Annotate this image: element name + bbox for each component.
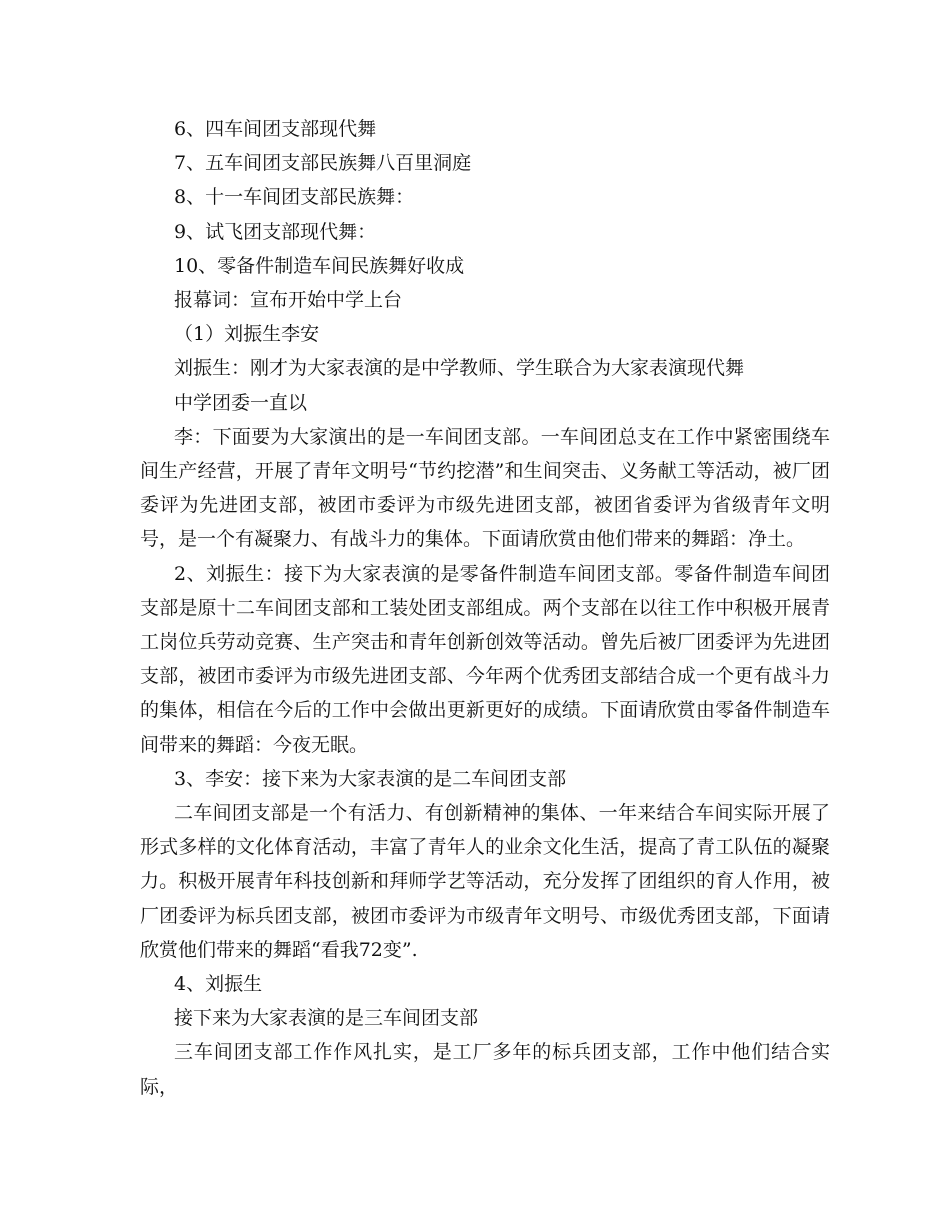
host-line-4-intro: 接下来为大家表演的是三车间团支部 <box>174 1007 479 1030</box>
host-line-continuation: 中学团委一直以 <box>174 391 308 414</box>
program-item-9: 9、试飞团支部现代舞： <box>174 220 377 243</box>
program-item-8: 8、十一车间团支部民族舞： <box>174 186 415 209</box>
program-item-10: 10、零备件制造车间民族舞好收成 <box>174 254 465 277</box>
paragraph-workshop-3: 三车间团支部工作作风扎实，是工厂多年的标兵团支部，工作中他们结合实际， <box>140 1041 830 1098</box>
paragraph-workshop-2: 二车间团支部是一个有活力、有创新精神的集体、一年来结合车间实际开展了形式多样的文化体育活动，丰富了青年人的业余文化生活，提高了青工队伍的凝聚力。积极开展青年科技创新和拜师学艺等活动，充分发挥了团组织的育人作用，被厂团委评为标兵团支部，被团市委评为市级青年文明号、市级优秀团支部，下面请欣赏他们带来的舞蹈“看我72变”. <box>140 802 830 961</box>
paragraph-workshop-1: 李：下面要为大家演出的是一车间团支部。一车间团总支在工作中紧密围绕车间生产经营，开展了青年文明号“节约挖潜”和生间突击、义务献工等活动，被厂团委评为先进团支部，被团市委评为市级先进团支部，被团省委评为省级青年文明号，是一个有凝聚力、有战斗力的集体。下面请欣赏由他们带来的舞蹈：净土。 <box>140 425 830 551</box>
host-line-4: 4、刘振生 <box>174 973 263 996</box>
hosts-line: （1）刘振生李安 <box>174 323 320 346</box>
program-item-7: 7、五车间团支部民族舞八百里洞庭 <box>174 152 472 175</box>
host-line-liu: 刘振生：刚才为大家表演的是中学教师、学生联合为大家表演现代舞 <box>174 357 745 380</box>
program-item-6: 6、四车间团支部现代舞 <box>174 118 377 140</box>
host-line-li-an: 3、李安：接下来为大家表演的是二车间团支部 <box>174 767 567 790</box>
document-body <box>140 112 830 1104</box>
paragraph-spare-parts: 2、刘振生：接下为大家表演的是零备件制造车间团支部。零备件制造车间团支部是原十二车间团支部和工装处团支部组成。两个支部在以往工作中积极开展青工岗位兵劳动竞赛、生产突击和青年创新创效等活动。曾先后被厂团委评为先进团支部，被团市委评为市级先进团支部、今年两个优秀团支部结合成一个更有战斗力的集体，相信在今后的工作中会做出更新更好的成绩。下面请欣赏由零备件制造车间带来的舞蹈：今夜无眠。 <box>140 562 830 756</box>
announcement-heading: 报幕词：宣布开始中学上台 <box>174 289 403 312</box>
